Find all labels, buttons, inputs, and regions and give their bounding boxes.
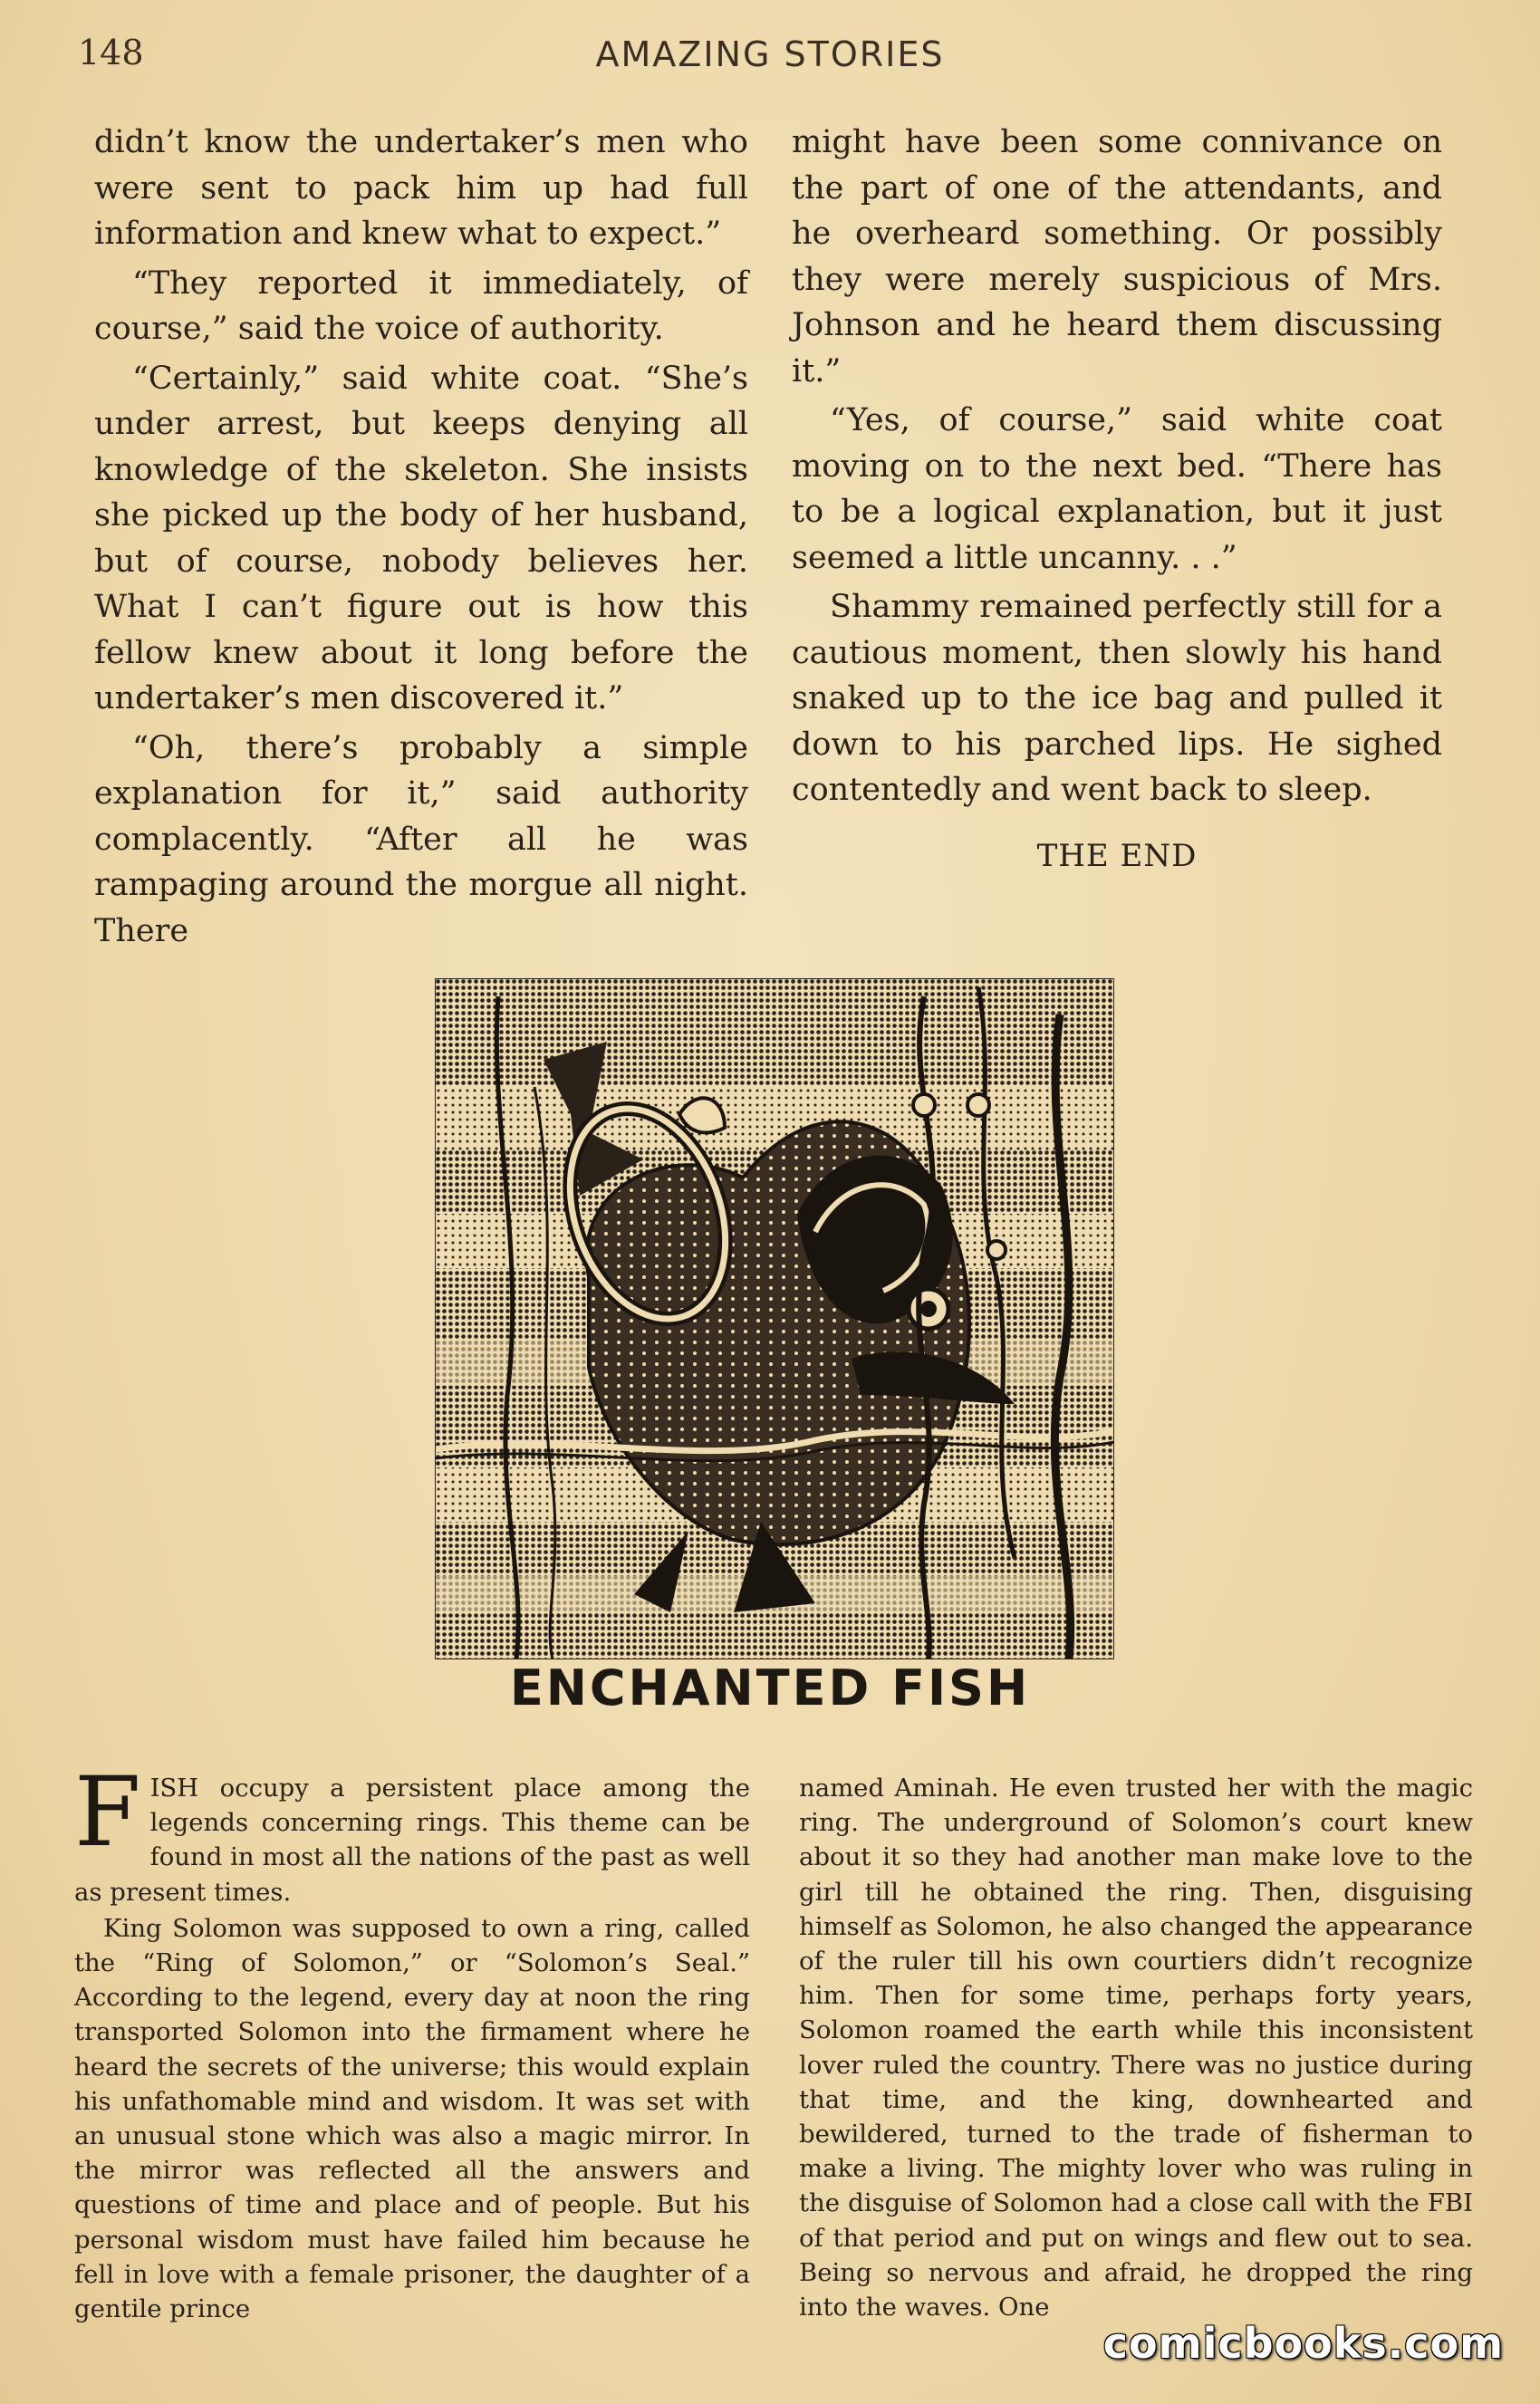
story-paragraph: didn’t know the undertaker’s men who were sent to pack him up had full information and knew what to expect.” <box>94 124 748 252</box>
story-paragraph: might have been some connivance on the part of one of the attendants, and he overheard something. Or possibly they were merely suspicious of Mrs. Johnson and he heard them discussing it.” <box>792 124 1442 389</box>
story-end-right-column <box>792 120 1442 879</box>
drop-cap: F <box>74 1756 141 1868</box>
article-right-column <box>799 1771 1473 2326</box>
page-number: 148 <box>78 33 144 72</box>
story-paragraph: “Yes, of course,” said white coat moving on to the next bed. “There has to be a logical explanation, but it just seemed a little uncanny. . .” <box>792 402 1442 576</box>
story-paragraph: “They reported it immediately, of course,” said the voice of authority. <box>94 264 748 347</box>
article-first-paragraph-text: ISH occupy a persistent place among the legends concerning rings. This theme can be found in most all the nations of the past as well as present times. <box>74 1774 750 1907</box>
story-end-left-column <box>94 120 748 957</box>
running-head: AMAZING STORIES <box>595 34 945 74</box>
the-end-marker: THE END <box>1036 837 1198 874</box>
article-paragraph: named Aminah. He even trusted her with the magic ring. The underground of Solomon’s court knew about it so they had another man make love to the girl till he obtained the ring. Then, disguising himself as Solomon, he also changed the appearance of the ruler till his own courtiers didn’t recognize him. Then for some time, perhaps forty years, Solomon roamed the earth while this inconsistent lover ruled the country. There was no justice during that time, and the king, downhearted and bewildered, turned to the trade of fisherman to make a living. The mighty lover who was ruling in the disguise of Solomon had a close call with the FBI of that period and put on wings and flew out to sea. Being so nervous and afraid, he dropped the ring into the waves. One <box>799 1774 1473 2322</box>
article-title: ENCHANTED FISH <box>509 1659 1031 1716</box>
article-left-column <box>74 1756 750 2328</box>
article-paragraph: King Solomon was supposed to own a ring, called the “Ring of Solomon,” or “Solomon’s Seal.” According to the legend, every day at noon the ring transported Solomon into the firmament where he heard the secrets of the universe; this would explain his unfathomable mind and wisdom. It was set with an unusual stone which was also a magic mirror. In the mirror was reflected all the answers and questions of time and place and of people. But his personal wisdom must have failed him because he fell in love with a female prisoner, the daughter of a gentile prince <box>74 1913 750 2324</box>
story-paragraph: Shammy remained perfectly still for a cautious moment, then slowly his hand snaked up to the ice bag and pulled it down to his parched lips. He sighed contentedly and went back to sleep. <box>792 589 1442 808</box>
story-paragraph: “Certainly,” said white coat. “She’s under arrest, but keeps denying all knowledge of the skeleton. She insists she picked up the body of her husband, but of course, nobody believes her. What I can’t figure out is how this fellow knew about it long before the undertaker’s men discovered it.” <box>94 360 748 716</box>
watermark-logo: comicbooks.com <box>1102 2319 1504 2368</box>
story-paragraph: “Oh, there’s probably a simple explanation for it,” said authority complacently. “After all he was rampaging around the morgue all night. There <box>94 729 748 949</box>
article-first-paragraph <box>74 1756 750 1909</box>
fish-with-ring-illustration <box>435 978 1114 1659</box>
